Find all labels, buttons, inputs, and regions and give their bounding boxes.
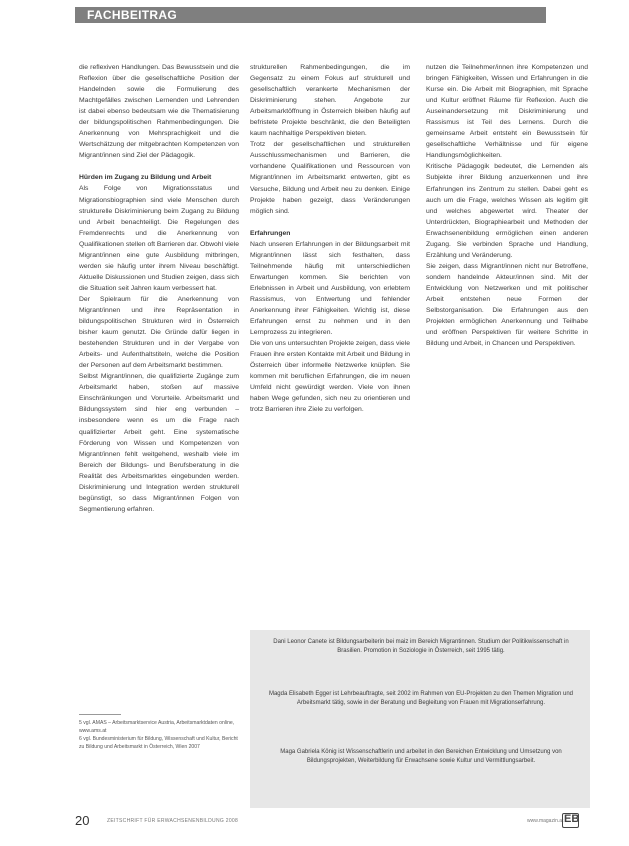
text-column-2 <box>250 62 410 415</box>
section-heading: Hürden im Zugang zu Bildung und Arbeit <box>79 174 212 182</box>
text-column-1 <box>79 62 239 515</box>
footnote: 6 vgl. Bundesministerium für Bildung, Wissenschaft und Kultur, Bericht zu Bildung und Arbeitsmarkt in Österreich, Wien 2007 <box>79 735 238 750</box>
magazine-name: ZEITSCHRIFT FÜR ERWACHSENENBILDUNG 2008 <box>107 818 239 824</box>
paragraph: die reflexiven Handlungen. Das Bewusstsein und die Reflexion über die gesellschaftliche Position der Handelnden sowie die Formulierung des Machtgefälles zwischen Lernenden und Lehrenden ist dabei ebenso bedeutsam wie die Thematisierung der bildungspolitischen Rahmenbedingungen. Die Anerkennung von Mehrsprachigkeit und die Wertschätzung der mitgebrachten Kompetenzen von Migrant/innen sind Ziel der Pädagogik. <box>79 64 239 160</box>
author-bio: Maga Gabriela König ist Wissenschaftlerin und arbeitet in den Bereichen Entwicklung und Umsetzung von Bildungsprojekten, Weiterbildung für Erwachsene sowie Kultur und Vermittlungsarbeit. <box>280 749 562 764</box>
magazine-logo-icon: EB <box>562 813 579 828</box>
page-footer <box>75 813 595 831</box>
author-bio: Magda Elisabeth Egger ist Lehrbeauftragte, seit 2002 im Rahmen von EU-Projekten zu den Themen Migration und Arbeitsmarkt tätig, sowie in der Beratung und Begleitung von Frauen mit Migrationserfahrung. <box>268 691 574 706</box>
footnote-rule <box>79 714 121 715</box>
text-column-3 <box>426 62 588 349</box>
footnote: 5 vgl. AMAS – Arbeitsmarktservice Austria, Arbeitsmarktdaten online, www.ams.at <box>79 719 235 734</box>
paragraph: Trotz der gesellschaftlichen und strukturellen Ausschlussmechanismen und Barrieren, die vorhandene Qualifikationen und Ressourcen von Migrant/innen im Arbeitsmarkt entwerten, gibt es Versuche, Bildung und Arbeit neu zu denken. Einige Projekte haben gezeigt, dass Veränderungen möglich sind. <box>250 141 410 215</box>
paragraph: Die von uns untersuchten Projekte zeigen, dass viele Frauen ihre ersten Kontakte mit Arbeit und Bildung in Österreich über informelle Netzwerke knüpfen. Sie kommen mit beruflichen Erfahrungen, die im neuen Umfeld nicht gewürdigt werden. Viele von ihnen haben Wege gefunden, sich neu zu orientieren und trotz Barrieren ihre Ziele zu verfolgen. <box>250 340 410 414</box>
paragraph: Als Folge von Migrationsstatus und Migrationsbiographien sind viele Menschen durch strukturelle Diskriminierung beim Zugang zu Bildung und Arbeit benachteiligt. Die Regelungen des Fremdenrechts und die Anerkennung von Qualifikationen stellen oft Barrieren dar. Obwohl viele Migrant/innen eine gute Ausbildung mitbringen, werden sie häufig unter ihrem Niveau beschäftigt. Aktuelle Diskussionen und Studien zeigen, dass sich die Situation seit Jahren kaum verbessert hat. <box>79 185 239 292</box>
section-header-bar <box>75 7 546 23</box>
author-bio: Dani Leonor Canete ist Bildungsarbeiterin bei maiz im Bereich Migrantinnen. Studium der Politikwissenschaft in Brasilien. Promotion in Soziologie in Österreich, seit 1995 tätig. <box>273 639 569 654</box>
paragraph: Der Spielraum für die Anerkennung von Migrant/innen und ihre Repräsentation in bildungspolitischen Strukturen wird in Österreich bisher kaum genutzt. Die Gründe dafür liegen in bestehenden Strukturen und in der Vergabe von Arbeits- und Aufenthaltstiteln, welche die Position der Personen auf dem Arbeitsmarkt bestimmen. <box>79 295 239 370</box>
author-bio-box <box>250 630 590 808</box>
paragraph: Nach unseren Erfahrungen in der Bildungsarbeit mit Migrant/innen lässt sich festhalten, dass Teilnehmende häufig mit unterschiedlichen Erwartungen kommen. Sie berichten von Erlebnissen in Arbeit und Ausbildung, von erlebtem Rassismus, von Entwertung und fehlender Anerkennung ihrer Fähigkeiten. Wichtig ist, diese Erfahrungen ernst zu nehmen und in den Lernprozess zu integrieren. <box>250 240 410 337</box>
section-label: FACHBEITRAG <box>87 8 177 22</box>
paragraph: Kritische Pädagogik bedeutet, die Lernenden als Subjekte ihrer Bildung anzuerkennen und ihre Erfahrungen ins Zentrum zu stellen. Dabei geht es auch um die Frage, welches Wissen als legitim gilt und welches abgewertet wird. Theater der Unterdrückten, Biographiearbeit und Methoden der Erwachsenenbildung ermöglichen einen anderen Zugang. Sie verbinden Sprache und Handlung, Erzählung und Veränderung. <box>426 163 588 259</box>
paragraph: nutzen die Teilnehmer/innen ihre Kompetenzen und bringen Fähigkeiten, Wissen und Erfahrungen in die Kurse ein. Die Arbeit mit Biographien, mit Sprache und Kultur eröffnet Räume für Reflexion. Auch die Auseinandersetzung mit Diskriminierung und Rassismus ist Teil des Lernens. Durch die gemeinsame Arbeit entsteht ein Bewusstsein für gesellschaftliche Verhältnisse und für eigene Handlungsmöglichkeiten. <box>426 64 588 160</box>
paragraph: Sie zeigen, dass Migrant/innen nicht nur Betroffene, sondern handelnde Akteur/innen sind. Mit der Entwicklung von Netzwerken und mit politischer Arbeit entstehen neue Formen der Selbstorganisation. Die Erfahrungen aus den Projekten ermöglichen Anerkennung und Teilhabe und eröffnen Perspektiven für weitere Schritte in Bildung und Arbeit, in Chancen und Perspektiven. <box>426 262 588 348</box>
footnotes <box>79 714 239 751</box>
section-heading: Erfahrungen <box>250 229 291 237</box>
website-link[interactable]: www.magazin.at <box>527 818 564 824</box>
paragraph: Selbst Migrant/innen, die qualifizierte Zugänge zum Arbeitsmarkt haben, stoßen auf massive Einschränkungen und Vorurteile. Arbeitsmarkt und Bildungssystem sind hier eng verbunden – insbesondere wenn es um die Frage nach qualifizierter Arbeit geht. Eine systematische Förderung von Wissen und Kompetenzen von Migrant/innen fehlt weitgehend, weshalb viele im Bereich der Bildungs- und Berufsberatung in die Realität des Arbeitsmarktes eingebunden werden. Diskriminierung und Integration werden strukturell begünstigt, so dass Migrant/innen Folgen von Segmentierung erfahren. <box>79 373 239 513</box>
paragraph: strukturellen Rahmenbedingungen, die im Gegensatz zu einem Fokus auf strukturell und gesellschaftlich verankerte Mechanismen der Diskriminierung stehen. Angebote zur Arbeitsmarktöffnung in Österreich bleiben häufig auf befristete Projekte beschränkt, die den Beteiligten kaum nachhaltige Perspektiven bieten. <box>250 64 410 138</box>
page-number: 20 <box>75 813 90 828</box>
